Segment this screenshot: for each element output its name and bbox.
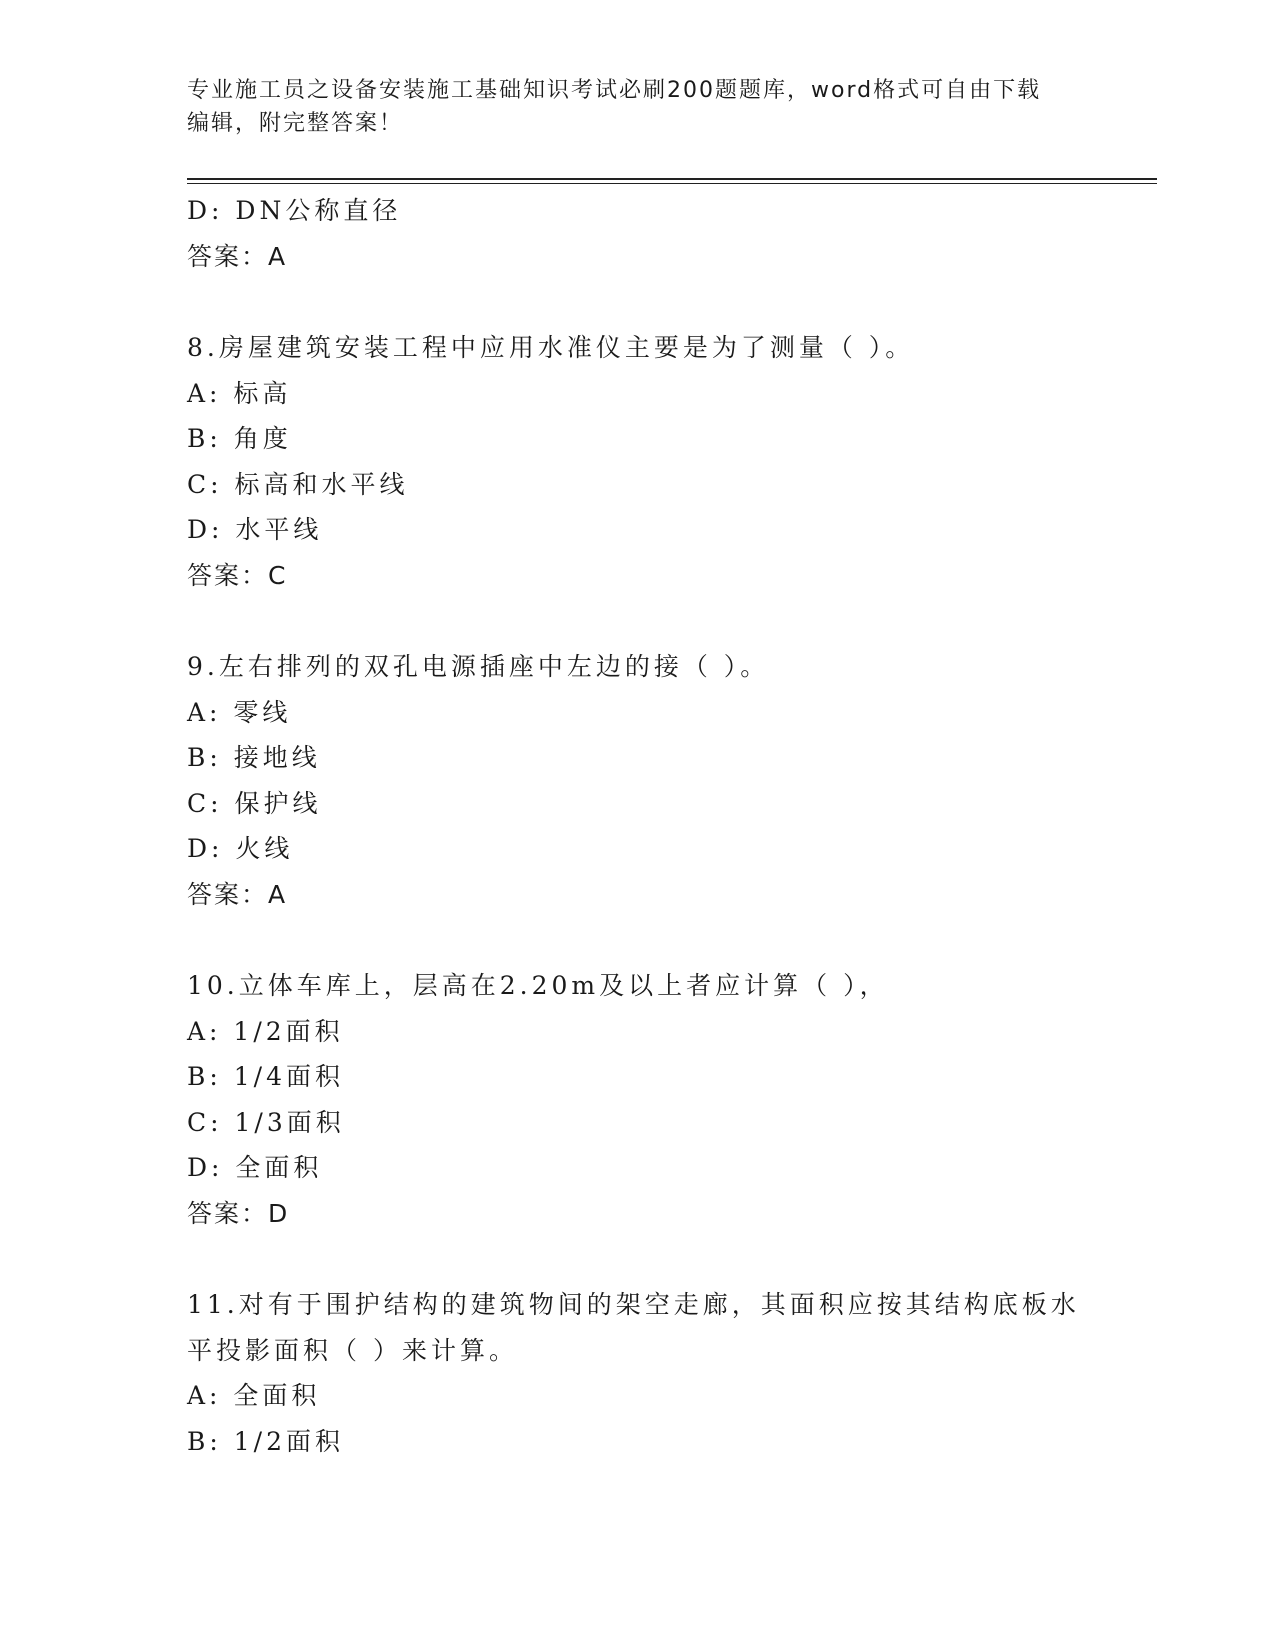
option-b: B: 1/2面积: [187, 1426, 344, 1456]
option-d: D: DN公称直径: [187, 196, 402, 225]
header-divider-thin: [187, 183, 1157, 184]
question-10: [187, 963, 1087, 1236]
answer-line: 答案：A: [187, 241, 288, 271]
option-c: C: 1/3面积: [187, 1107, 345, 1137]
answer-line: 答案：C: [187, 560, 288, 590]
question-9: [187, 644, 1087, 917]
option-a: A: 1/2面积: [187, 1016, 344, 1046]
answer-line: 答案：D: [187, 1198, 290, 1228]
option-d: D: 火线: [187, 834, 294, 863]
option-a: A: 标高: [187, 378, 292, 408]
question-11: [187, 1282, 1087, 1464]
question-8: [187, 325, 1087, 598]
question-stem-line1: 11.对有于围护结构的建筑物间的架空走廊，其面积应按其结构底板水: [187, 1290, 1080, 1319]
option-b: B: 1/4面积: [187, 1062, 344, 1091]
question-stem: 8.房屋建筑安装工程中应用水准仪主要是为了测量（ ）。: [187, 333, 915, 362]
answer-line: 答案：A: [187, 879, 288, 909]
question-stem: 9.左右排列的双孔电源插座中左边的接（ ）。: [187, 652, 770, 681]
question-7-tail: [187, 188, 1087, 279]
question-stem-line2: 平投影面积（ ）来计算。: [187, 1335, 518, 1365]
question-stem: 10.立体车库上，层高在2.20m及以上者应计算（ ），: [187, 971, 889, 1000]
option-a: A: 零线: [187, 697, 292, 727]
option-c: C: 标高和水平线: [187, 469, 409, 499]
option-c: C: 保护线: [187, 788, 322, 818]
document-header: [187, 74, 1087, 140]
option-d: D: 全面积: [187, 1153, 323, 1182]
question-list: [187, 188, 1087, 1464]
option-b: B: 角度: [187, 424, 292, 453]
option-d: D: 水平线: [187, 515, 323, 544]
option-a: A: 全面积: [187, 1381, 321, 1410]
header-title-line1: 专业施工员之设备安装施工基础知识考试必刷200题题库，word格式可自由下载: [187, 78, 1042, 103]
header-divider: [187, 178, 1157, 180]
option-b: B: 接地线: [187, 743, 321, 772]
header-title-line2: 编辑，附完整答案！: [187, 111, 404, 136]
